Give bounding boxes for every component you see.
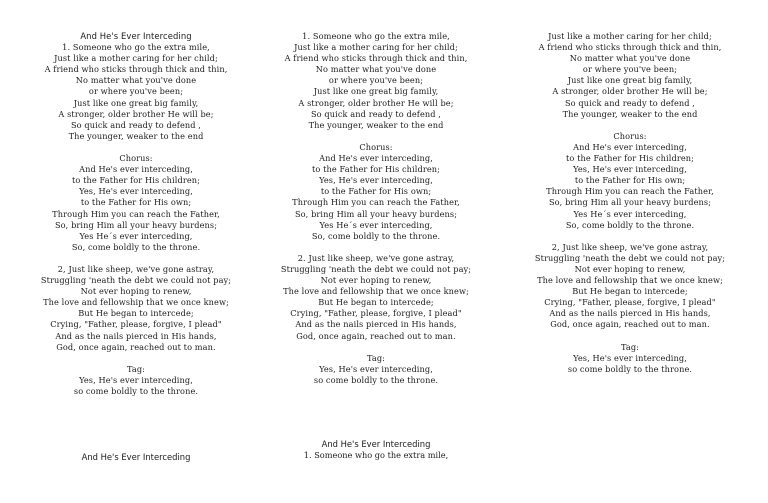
verse-2-line: Struggling 'neath the debt we could not pay; [40,275,232,286]
song-title: And He's Ever Interceding [80,31,192,41]
verse-2-line: Crying, "Father, please, forgive, I plead" [544,297,716,308]
verse-1-line: A friend who sticks through thick and thin, [538,42,722,53]
tag-line: so come boldly to the throne. [73,386,199,396]
verse-2-line: 2. Just like sheep, we've gone astray, [297,252,455,263]
chorus-line: So, bring Him all your heavy burdens; [54,219,218,230]
verse-1-line: or where you've been; [88,86,184,97]
chorus-line: to the Father for His children; [71,175,201,186]
next-copy-title-center: And He's Ever Interceding [321,439,431,449]
chorus-label: Chorus: [119,153,153,164]
verse-2-line: God, once again, reached out to man. [296,330,456,341]
verse-1-line: A stronger, older brother He will be; [58,108,214,119]
tag-label: Tag: [366,352,386,363]
chorus-line: Yes, He's ever interceding, [79,186,193,197]
verse-1-line: A stronger, older brother He will be; [298,97,454,108]
verse-1-line: So quick and ready to defend , [564,97,696,108]
chorus-label: Chorus: [613,130,647,141]
verse-1-line: or where you've been; [582,64,678,75]
tag-line: so come boldly to the throne. [313,374,439,385]
verse-2-line: But He began to intercede; [318,297,434,308]
verse-2-line: The love and fellowship that we once knew; [283,286,469,297]
verse-2-line: Struggling 'neath the debt we could not pay; [534,252,726,263]
verse-1-line: Just like one great big family, [567,75,693,86]
chorus-line: Yes He´s ever interceding, [573,208,687,219]
verse-2-line: And as the nails pierced in His hands, [55,330,217,341]
lyrics-column-2 [276,31,476,386]
verse-2-line: Crying, "Father, please, forgive, I plead" [50,319,222,330]
verse-1-line: Just like a mother caring for her child; [54,53,218,64]
verse-1-line: No matter what you've done [315,64,437,75]
verse-2-line: The love and fellowship that we once knew; [537,275,723,286]
tag-label: Tag: [126,363,146,374]
verse-1-line: 1. Someone who go the extra mile, [62,42,210,53]
verse-2-line: And as the nails pierced in His hands, [549,308,711,319]
tag-line: Yes, He's ever interceding, [319,363,433,374]
chorus-line: to the Father for His children; [311,164,441,175]
chorus-line: So, come boldly to the throne. [565,219,695,230]
chorus-line: So, bring Him all your heavy burdens; [548,197,712,208]
verse-1-line: A friend who sticks through thick and thin, [284,53,468,64]
verse-1-line: Just like one great big family, [313,86,439,97]
chorus-line: So, bring Him all your heavy burdens; [294,208,458,219]
chorus-line: to the Father for His own; [320,186,432,197]
tag-label: Tag: [620,341,640,352]
chorus-line: Through Him you can reach the Father, [546,186,714,197]
verse-1-line: The younger, weaker to the end [308,119,444,130]
chorus-line: Through Him you can reach the Father, [292,197,460,208]
chorus-line: to the Father for His own; [80,197,192,208]
lyrics-column-3 [530,31,730,375]
verse-2-line: 2, Just like sheep, we've gone astray, [551,241,709,252]
verse-1-line: So quick and ready to defend , [70,119,202,130]
verse-2-line: 2, Just like sheep, we've gone astray, [57,263,215,274]
chorus-line: Yes He´s ever interceding, [79,230,193,241]
verse-2-line: God, once again, reached out to man. [56,341,216,352]
verse-2-line: But He began to intercede; [572,286,688,297]
verse-1-line: Just like one great big family, [73,97,199,108]
chorus-line: to the Father for His own; [574,175,686,186]
chorus-line: Yes He´s ever interceding, [319,219,433,230]
chorus-line: Yes, He's ever interceding, [319,175,433,186]
chorus-line: Yes, He's ever interceding, [573,164,687,175]
tag-line: Yes, He's ever interceding, [573,352,687,363]
chorus-line: And He's ever interceding, [79,164,193,175]
verse-2-line: Crying, "Father, please, forgive, I plead" [290,308,462,319]
chorus-line: to the Father for His children; [565,153,695,164]
chorus-label: Chorus: [359,141,393,152]
chorus-line: And He's ever interceding, [573,141,687,152]
verse-2-line: But He began to intercede; [78,308,194,319]
verse-1-line: The younger, weaker to the end [562,108,698,119]
tag-line: Yes, He's ever interceding, [79,374,193,385]
verse-1-line: 1. Someone who go the extra mile, [302,31,450,41]
verse-1-line: Just like a mother caring for her child; [294,42,458,53]
verse-2-line: God, once again, reached out to man. [550,319,710,330]
chorus-line: So, come boldly to the throne. [71,241,201,252]
verse-2-line: And as the nails pierced in His hands, [295,319,457,330]
verse-2-line: The love and fellowship that we once knew; [43,297,229,308]
verse-2-line: Not ever hoping to renew, [320,275,432,286]
verse-1-line: No matter what you've done [569,53,691,64]
lyrics-column-1 [36,31,236,397]
next-copy-first-line: 1. Someone who go the extra mile, [303,450,449,461]
verse-1-line: A stronger, older brother He will be; [552,86,708,97]
chorus-line: Through Him you can reach the Father, [52,208,220,219]
chorus-line: So, come boldly to the throne. [311,230,441,241]
verse-1-line: Just like a mother caring for her child; [548,31,712,41]
verse-1-line: No matter what you've done [75,75,197,86]
next-copy-center [276,439,476,461]
tag-line: so come boldly to the throne. [567,363,693,374]
verse-2-line: Not ever hoping to renew, [574,263,686,274]
verse-1-line: or where you've been; [328,75,424,86]
verse-1-line: The younger, weaker to the end [68,130,204,141]
verse-2-line: Not ever hoping to renew, [80,286,192,297]
verse-2-line: Struggling 'neath the debt we could not pay; [280,263,472,274]
chorus-line: And He's ever interceding, [319,153,433,164]
next-copy-title-left: And He's Ever Interceding [81,452,191,462]
verse-1-line: So quick and ready to defend , [310,108,442,119]
verse-1-line: A friend who sticks through thick and thin, [44,64,228,75]
